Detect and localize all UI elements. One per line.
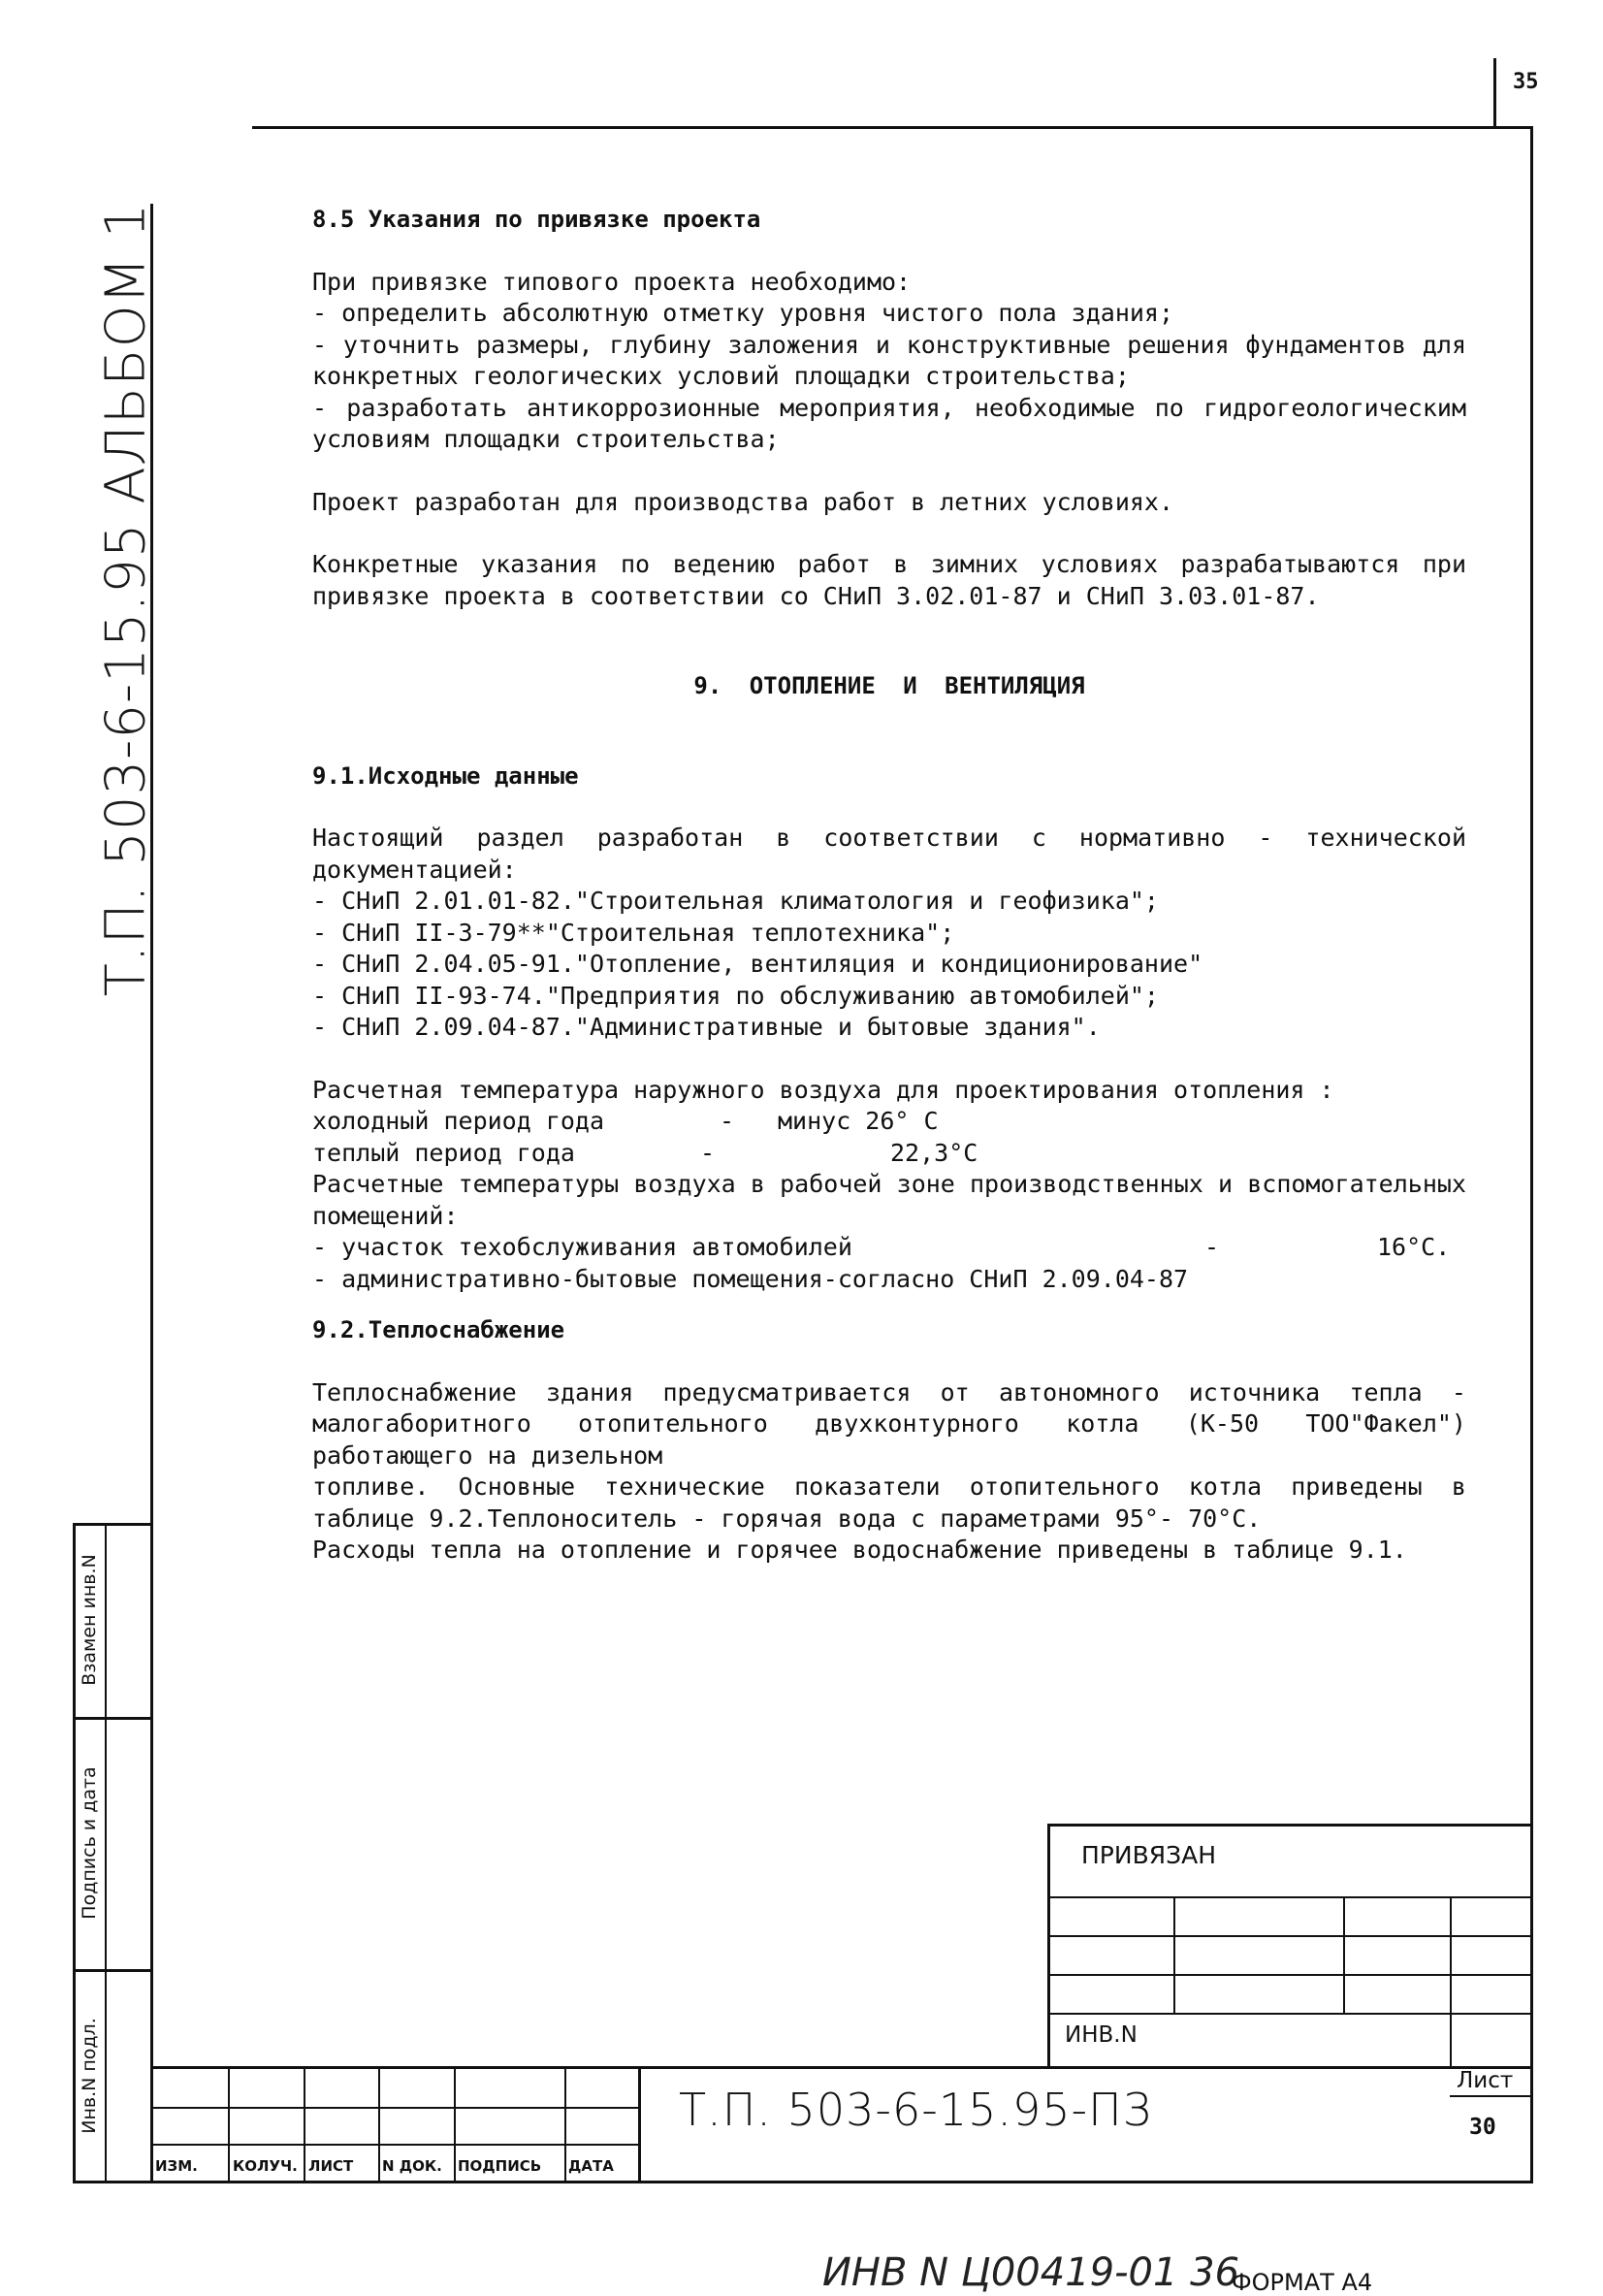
vertical-title: Т.П. 503-6-15.95 АЛЬБОМ 1: [94, 202, 158, 997]
stamp-code-sep: [638, 2066, 641, 2183]
document-code: Т.П. 503-6-15.95-ПЗ: [679, 2084, 1152, 2136]
stamp-col-4: [454, 2066, 456, 2183]
norm-3: - СНиП 2.04.05-91."Отопление, вентиляция и кондиционирование": [312, 950, 1203, 978]
col-podpis: ПОДПИСЬ: [458, 2157, 542, 2175]
warm-label: теплый период года: [312, 1138, 575, 1167]
bottom-border-line: [73, 2181, 1533, 2183]
privyazan-v1: [1173, 1896, 1175, 2013]
privyazan-h4: [1047, 2013, 1532, 2015]
stamp-top: [150, 2066, 1533, 2069]
norm-4: - СНиП II-93-74."Предприятия по обслуживанию автомобилей";: [312, 981, 1159, 1010]
intro-9-1: Настоящий раздел разработан в соответствии с нормативно - технической документацией:: [312, 824, 1466, 884]
cold-label: холодный период года: [312, 1107, 605, 1135]
list-value: 30: [1469, 2115, 1496, 2140]
warm-value: 22,3°С: [890, 1138, 978, 1167]
norm-5: - СНиП 2.09.04-87."Административные и бытовые здания".: [312, 1013, 1101, 1041]
cold-dash: -: [720, 1107, 735, 1135]
privyazan-label: ПРИВЯЗАН: [1081, 1841, 1217, 1869]
side-label-vzam: Взамен инв.N: [79, 1554, 100, 1686]
para-9-2-3: Расходы тепла на отопление и горячее водоснабжение приведены в таблице 9.1.: [312, 1536, 1407, 1564]
intro-8-5: При привязке типового проекта необходимо:: [312, 267, 912, 296]
heading-8-5: 8.5 Указания по привязке проекта: [312, 206, 761, 233]
heading-9-1: 9.1.Исходные данные: [312, 761, 579, 790]
warm-period-row: [312, 1138, 1466, 1170]
inv-n-label: ИНВ.N: [1065, 2022, 1138, 2048]
privyazan-left: [1047, 1824, 1050, 2066]
warm-dash: -: [700, 1138, 716, 1167]
privyazan-h3: [1047, 1974, 1532, 1976]
para-9-2-2: топливе. Основные технические показатели отопительного котла приведены в таблице 9.2.Теплоноситель - горячая вода с параметрами 95°- 70°С.: [312, 1472, 1466, 1533]
heading-9-2: 9.2.Теплоснабжение: [312, 1316, 565, 1343]
item-8-5-3: - разработать антикоррозионные мероприятия, необходимые по гидрогеологическим условиям площадки строительства;: [312, 393, 1466, 453]
norm-1: - СНиП 2.01.01-82."Строительная климатология и геофизика";: [312, 887, 1159, 915]
cold-value: минус 26° С: [778, 1107, 939, 1135]
col-n-dok: N ДОК.: [382, 2157, 442, 2175]
heading-9: 9. ОТОПЛЕНИЕ И ВЕНТИЛЯЦИЯ: [693, 672, 1085, 699]
stamp-col-5: [564, 2066, 566, 2183]
norm-2: - СНиП II-3-79**"Строительная теплотехника";: [312, 918, 955, 947]
zone2: - административно-бытовые помещения-согласно СНиП 2.09.04-87: [312, 1264, 1189, 1293]
side-label-podpis: Подпись и дата: [79, 1766, 100, 1920]
side-column: [73, 1523, 150, 2183]
right-border-line: [1530, 126, 1533, 2183]
col-data: ДАТА: [568, 2157, 614, 2175]
list-label: Лист: [1457, 2068, 1514, 2093]
item-8-5-1: - определить абсолютную отметку уровня чистого пола здания;: [312, 299, 1174, 327]
zone1-row: [312, 1232, 1466, 1264]
stamp-row-2: [150, 2144, 640, 2146]
privyazan-top: [1047, 1824, 1532, 1827]
privyazan-v2: [1343, 1896, 1345, 2013]
winter-note: Конкретные указания по ведению работ в зимних условиях разрабатываются при привязке проекта в соответствии со СНиП 3.02.01-87 и СНиП 3.03.01-87.: [312, 550, 1466, 610]
vertical-title-area: [92, 163, 160, 1036]
side-label-inv-podl: Инв.N подл.: [79, 2018, 100, 2134]
stamp-col-2: [304, 2066, 305, 2183]
zone1-label: - участок техобслуживания автомобилей: [312, 1233, 852, 1261]
top-border-line: [252, 126, 1532, 129]
col-izm: ИЗМ.: [155, 2157, 198, 2175]
stamp-row-1: [150, 2107, 640, 2109]
work-zone: Расчетные температуры воздуха в рабочей зоне производственных и вспомогательных помещений:: [312, 1170, 1466, 1230]
privyazan-v3: [1450, 1896, 1452, 2066]
format-label: ФОРМАТ А4: [1232, 2269, 1373, 2296]
list-sep: [1450, 2095, 1533, 2097]
page-number: 35: [1513, 70, 1539, 94]
calc-temp: Расчетная температура наружного воздуха для проектирования отопления :: [312, 1075, 1334, 1104]
stamp-col-3: [378, 2066, 380, 2183]
handwritten-inv-number: ИНВ N Ц00419-01 36: [822, 2250, 1240, 2295]
document-body: [312, 204, 1466, 1567]
privyazan-h2: [1047, 1935, 1532, 1937]
col-koluch: КОЛУЧ.: [233, 2157, 298, 2175]
para-9-2-1: Теплоснабжение здания предусматривается от автономного источника тепла - малогаборитного отопительного двухконтурного котла (К-50 ТОО"Факел") работающего на дизельном: [312, 1377, 1466, 1470]
stamp-col-1: [228, 2066, 230, 2183]
summer-note: Проект разработан для производства работ в летних условиях.: [312, 487, 1174, 516]
page-num-divider: [1493, 58, 1496, 128]
cold-period-row: [312, 1106, 1466, 1138]
item-8-5-2: - уточнить размеры, глубину заложения и конструктивные решения фундаментов для конкретных геологических условий площадки строительства;: [312, 330, 1466, 390]
zone1-dash: -: [1204, 1233, 1220, 1261]
col-list: ЛИСТ: [308, 2157, 354, 2175]
zone1-value: 16°С.: [1377, 1233, 1451, 1261]
privyazan-h1: [1047, 1896, 1532, 1898]
